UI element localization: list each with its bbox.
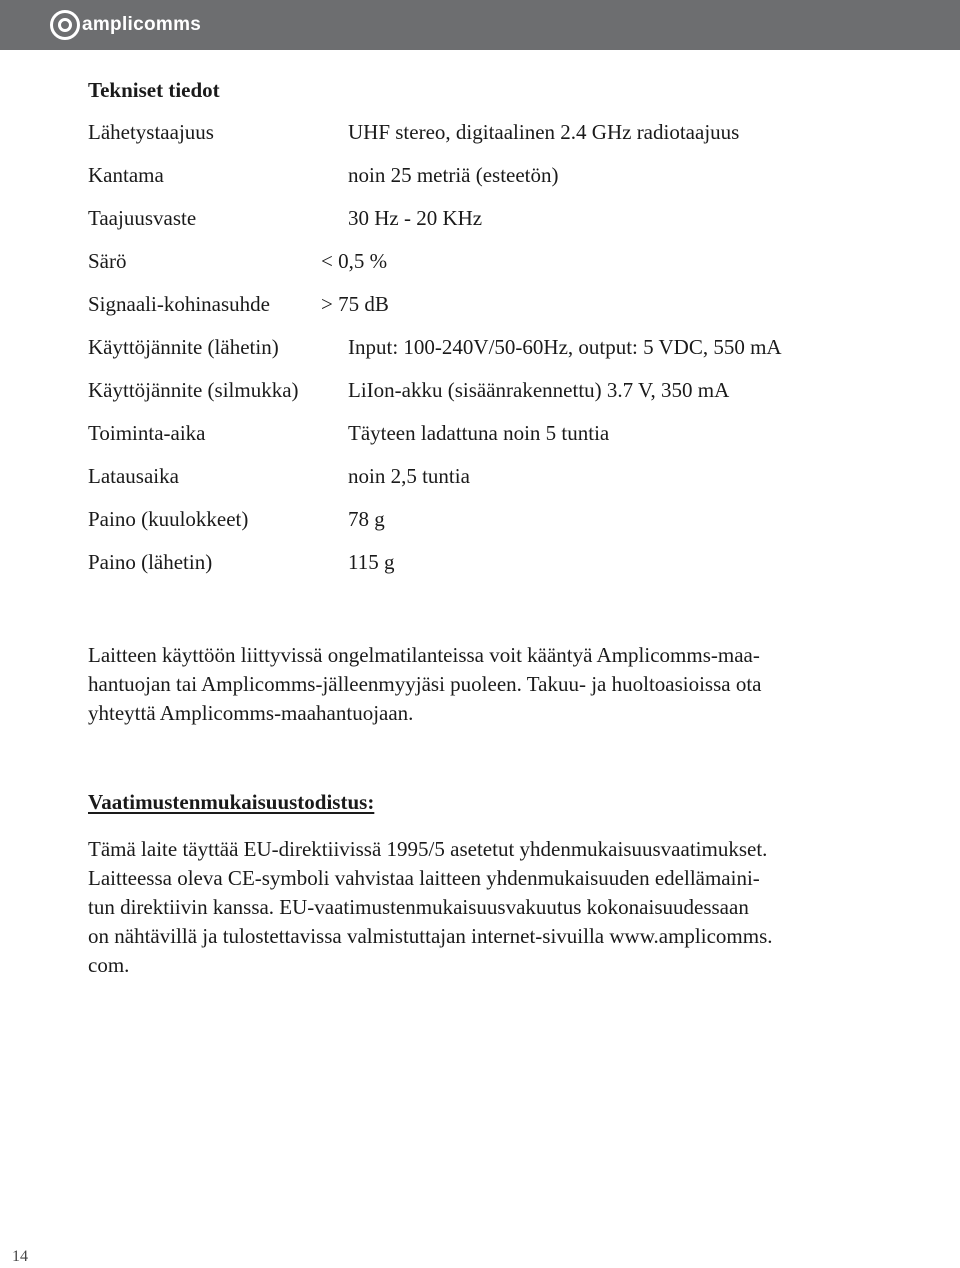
spec-row	[88, 419, 888, 462]
conformity-title: Vaatimustenmukaisuustodistus:	[88, 790, 375, 814]
spec-row	[88, 505, 888, 548]
spec-label: Signaali-kohinasuhde	[88, 292, 270, 316]
spec-row	[88, 333, 888, 376]
spec-label: Paino (kuulokkeet)	[88, 507, 249, 531]
spec-value: > 75 dB	[321, 292, 389, 316]
spec-label: Kantama	[88, 163, 164, 187]
page-number: 14	[12, 1248, 28, 1265]
paragraph-line: on nähtävillä ja tulostettavissa valmistuttajan internet-sivuilla www.amplicomms.	[88, 924, 773, 948]
spec-value: LiIon-akku (sisäänrakennettu) 3.7 V, 350 mA	[348, 378, 730, 402]
spec-row	[88, 118, 888, 161]
spec-value: 30 Hz - 20 KHz	[348, 206, 483, 230]
brand-logo	[50, 8, 201, 42]
conformity-paragraph	[88, 835, 888, 980]
spec-value: 78 g	[348, 507, 385, 531]
spec-row	[88, 204, 888, 247]
spec-label: Toiminta-aika	[88, 421, 206, 445]
spec-value: noin 25 metriä (esteetön)	[348, 163, 559, 187]
spec-value: Täyteen ladattuna noin 5 tuntia	[348, 421, 610, 445]
spec-value: 115 g	[348, 550, 395, 574]
spec-value: < 0,5 %	[321, 249, 388, 273]
spec-label: Latausaika	[88, 464, 179, 488]
paragraph-line: Tämä laite täyttää EU-direktiivissä 1995/5 asetetut yhdenmukaisuusvaatimukset.	[88, 837, 768, 861]
spec-row	[88, 376, 888, 419]
page-content	[88, 76, 888, 980]
logo-text: amplicomms	[82, 14, 202, 35]
spec-label: Lähetystaajuus	[88, 120, 214, 144]
spec-row	[88, 290, 888, 333]
amplicomms-logo-icon	[50, 10, 80, 40]
spec-label: Särö	[88, 249, 127, 273]
spec-table	[88, 118, 888, 591]
paragraph-line: tun direktiivin kanssa. EU-vaatimustenmukaisuusvakuutus kokonaisuudessaan	[88, 895, 749, 919]
paragraph-line: Laitteessa oleva CE-symboli vahvistaa laitteen yhdenmukaisuuden edellämaini-	[88, 866, 760, 890]
paragraph-line: Laitteen käyttöön liittyvissä ongelmatilanteissa voit kääntyä Amplicomms-maa-	[88, 643, 760, 667]
spec-value: noin 2,5 tuntia	[348, 464, 470, 488]
spec-label: Taajuusvaste	[88, 206, 197, 230]
spec-label: Käyttöjännite (lähetin)	[88, 335, 279, 359]
spec-row	[88, 161, 888, 204]
spec-row	[88, 548, 888, 591]
spec-label: Paino (lähetin)	[88, 550, 213, 574]
paragraph-line: yhteyttä Amplicomms-maahantuojaan.	[88, 701, 414, 725]
spec-value: Input: 100-240V/50-60Hz, output: 5 VDC, 550 mA	[348, 335, 782, 359]
spec-title: Tekniset tiedot	[88, 78, 220, 102]
spec-value: UHF stereo, digitaalinen 2.4 GHz radiotaajuus	[348, 120, 740, 144]
paragraph-line: hantuojan tai Amplicomms-jälleenmyyjäsi puoleen. Takuu- ja huoltoasioissa ota	[88, 672, 762, 696]
support-paragraph	[88, 641, 888, 728]
header-bar	[0, 0, 960, 50]
spec-row	[88, 462, 888, 505]
paragraph-line: com.	[88, 953, 130, 977]
spec-label: Käyttöjännite (silmukka)	[88, 378, 299, 402]
spec-row	[88, 247, 888, 290]
